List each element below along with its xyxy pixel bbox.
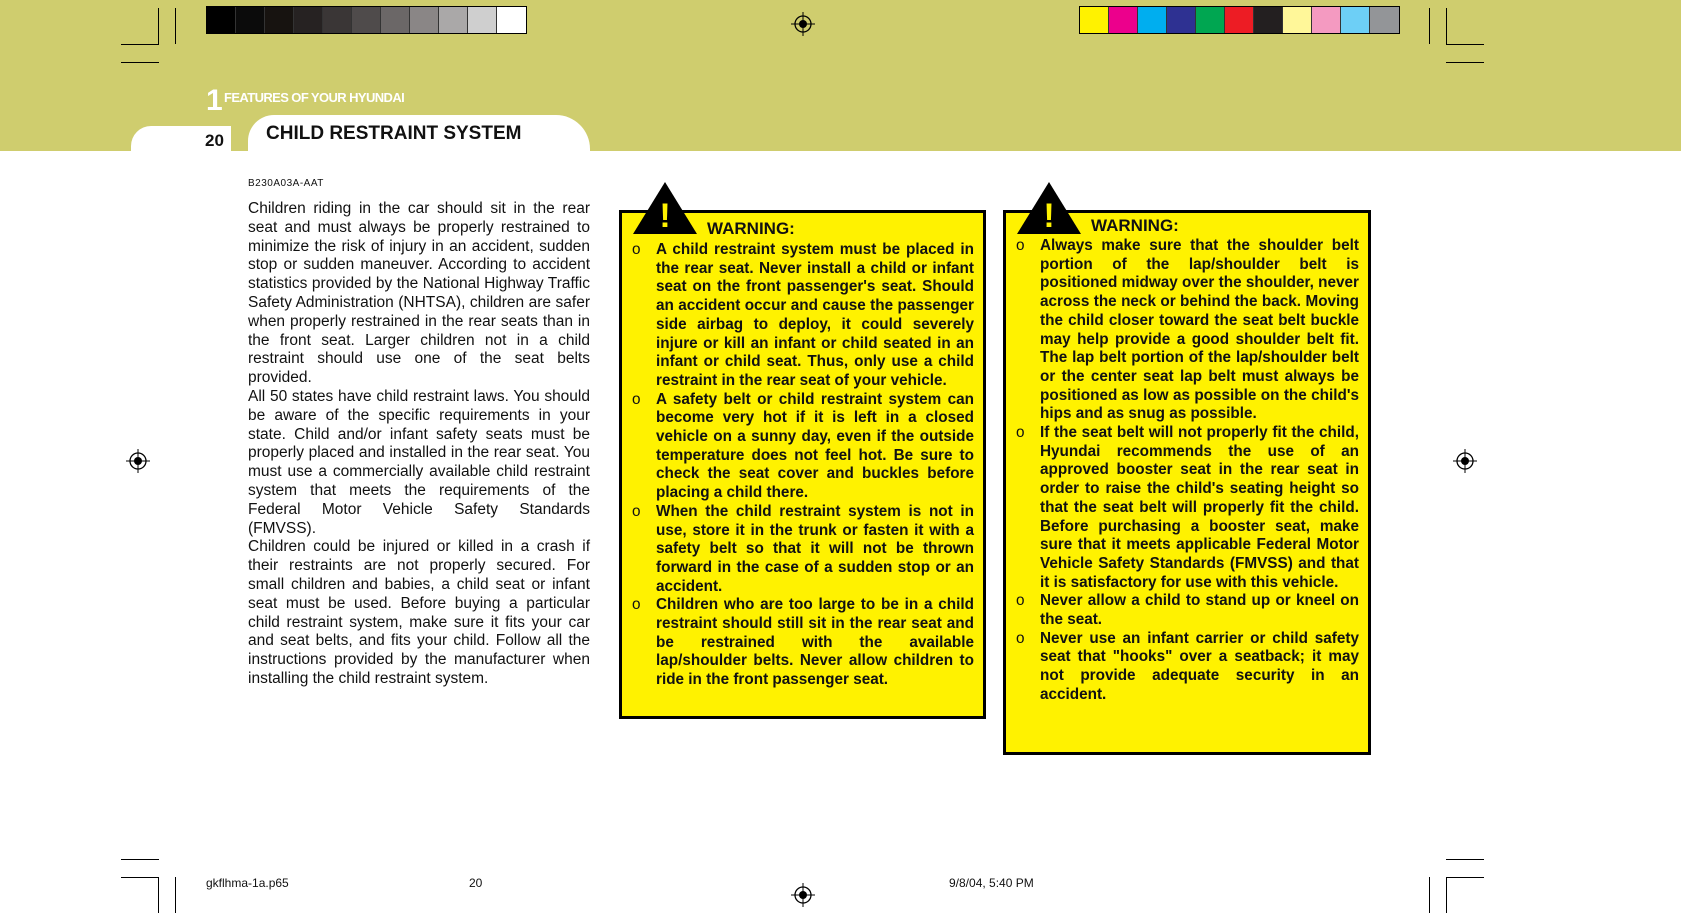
body-text [248,200,590,689]
warning-item [632,596,974,690]
color-swatch [294,7,323,33]
color-swatch [236,7,265,33]
section-title: CHILD RESTRAINT SYSTEM [266,123,522,144]
warning-item-text: When the child restraint system is not in use, store it in the trunk or fasten it with a safety belt so that it will not be thrown forward in the case of a sudden stop or an accident. [656,502,974,595]
color-swatch [1167,7,1196,33]
chapter-number: 1 [206,84,223,117]
registration-mark-icon [791,12,815,36]
crop-mark [1429,877,1430,913]
process-color-calibration-strip [1079,6,1400,34]
body-paragraph: All 50 states have child restraint laws. You should be aware of the specific requirements in your state. Child and/or infant safety seats must be properly placed and installed in the rear seat. You must use a commercially available child restraint system that meets the requirements of the Federal Motor Vehicle Safety Standards (FMVSS). [248,387,590,537]
section-code: B230A03A-AAT [248,178,324,189]
warning-item [1016,630,1359,705]
color-swatch [1341,7,1370,33]
color-swatch [1283,7,1312,33]
color-swatch [1138,7,1167,33]
crop-mark [175,877,176,913]
bullet-glyph: o [632,390,641,408]
warning-exclamation-glyph: ! [659,197,671,235]
crop-mark [121,62,159,63]
bullet-glyph: o [632,502,641,520]
body-paragraph: Children could be injured or killed in a crash if their restraints are not properly secured. For small children and babies, a child seat or infant seat must be used. Before buying a particular child restraint system, make sure it fits your car and seat belts, and fits your child. Follow all the instructions provided by the manufacturer when installing the child restraint system. [248,538,590,687]
crop-mark [121,859,159,860]
body-paragraph: Children riding in the car should sit in the rear seat and must always be properly restrained to minimize the risk of injury in an accident, sudden stop or sudden maneuver. According to accident statistics provided by the National Highway Traffic Safety Administration (NHTSA), children are safer when properly restrained in the rear seats than in the front seat. Larger children not in a child restraint should use one of the seat belts provided. [248,200,590,387]
warning-list [1016,237,1359,705]
crop-mark [1446,44,1484,45]
warning-exclamation-glyph: ! [1043,197,1055,235]
warning-item-text: Never allow a child to stand up or kneel on the seat. [1040,592,1359,629]
warning-item-text: Children who are too large to be in a child restraint should still sit in the rear seat and be restrained with the available lap/shoulder belts. Never allow children to ride in the front passenger seat. [656,596,974,689]
crop-mark [121,44,159,45]
crop-mark [1429,8,1430,44]
warning-list [632,241,974,690]
crop-mark [158,8,159,44]
color-swatch [468,7,497,33]
warning-item-text: Always make sure that the shoulder belt portion of the lap/shoulder belt is positioned midway over the shoulder, never across the neck or behind the back. Moving the child closer toward the seat belt buckle may help provide a good shoulder belt fit. The lap belt portion of the lap/shoulder belt or the center seat lap belt must always be positioned as low as possible on the child's hips and as snug as possible. [1040,237,1359,423]
color-swatch [1080,7,1109,33]
warning-item [1016,237,1359,424]
warning-item [632,241,974,391]
warning-item [632,503,974,597]
color-swatch [265,7,294,33]
color-swatch [1109,7,1138,33]
crop-mark [1446,859,1484,860]
color-swatch [1196,7,1225,33]
color-swatch [1312,7,1341,33]
warning-triangle-icon [631,180,699,236]
color-swatch [497,7,526,33]
footer-timestamp: 9/8/04, 5:40 PM [949,876,1034,890]
warning-item [1016,424,1359,592]
registration-mark-icon [126,449,150,473]
warning-triangle-icon [1015,180,1083,236]
bullet-glyph: o [1016,237,1025,254]
warning-item-text: A child restraint system must be placed in the rear seat. Never install a child or infant seat on the front passenger's seat. Should an accident occur and cause the passenger side airbag to deploy, it could severely injure or kill an infant or child seated in an infant or child seat. Thus, only use a child restraint in the rear seat of your vehicle. [656,241,974,389]
crop-mark [1446,8,1447,44]
crop-mark [158,877,159,913]
color-swatch [207,7,236,33]
color-swatch [352,7,381,33]
footer-page: 20 [469,876,483,890]
registration-mark-icon [791,883,815,907]
page-number: 20 [205,131,224,150]
bullet-glyph: o [1016,592,1025,610]
chapter-title: FEATURES OF YOUR HYUNDAI [224,90,405,105]
grayscale-calibration-strip [206,6,527,34]
crop-mark [1446,877,1447,913]
bullet-glyph: o [632,241,641,258]
warning-item-text: Never use an infant carrier or child safety seat that "hooks" over a seatback; it may not provide adequate security in an accident. [1040,629,1359,703]
color-swatch [410,7,439,33]
crop-mark [175,8,176,44]
warning-title: WARNING: [707,219,795,238]
warning-item-text: A safety belt or child restraint system can become very hot if it is left in a closed vehicle on a sunny day, even if the outside temperature does not feel hot. Be sure to check the seat cover and buckles before placing a child there. [656,390,974,502]
warning-item [1016,592,1359,629]
warning-item-text: If the seat belt will not properly fit the child, Hyundai recommends the use of an approved booster seat in the rear seat in order to raise the child's seating height so that the seat belt will properly fit the child. Before purchasing a booster seat, make sure that it meets applicable Federal Motor Vehicle Safety Standards (FMVSS) and that it is satisfactory for use with this vehicle. [1040,424,1359,591]
footer-filename: gkflhma-1a.p65 [206,876,289,890]
color-swatch [323,7,352,33]
color-swatch [439,7,468,33]
registration-mark-icon [1453,449,1477,473]
color-swatch [1225,7,1254,33]
bullet-glyph: o [1016,629,1025,647]
color-swatch [1254,7,1283,33]
crop-mark [1446,62,1484,63]
color-swatch [381,7,410,33]
bullet-glyph: o [1016,424,1025,442]
crop-mark [121,877,159,878]
bullet-glyph: o [632,596,641,614]
warning-title: WARNING: [1091,216,1179,235]
warning-item [632,391,974,503]
crop-mark [1446,877,1484,878]
color-swatch [1370,7,1399,33]
